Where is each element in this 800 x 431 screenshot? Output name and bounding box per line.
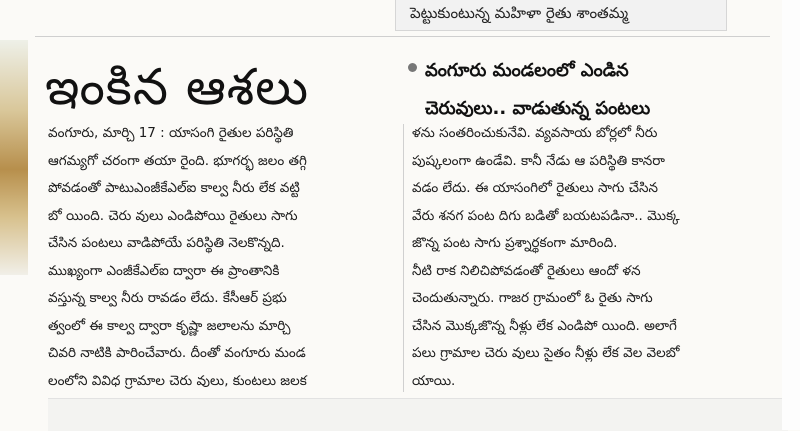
subheadline <box>425 52 755 128</box>
article-line: చివరి నాటికి పారించేవారు. దీంతో వంగూరు మండ <box>48 345 306 361</box>
article-line: వడం లేదు. ఈ యాసంగిలో రైతులు సాగు చేసిన <box>412 180 658 196</box>
article-line: చెందుతున్నారు. గాజర గ్రామంలో ఓ రైతు సాగు <box>412 290 653 306</box>
article-line: పుష్కలంగా ఉండేవి. కానీ నేడు ఆ పరిస్థితి కానరా <box>412 152 665 169</box>
article-line: త్వంలో ఈ కాల్వ ద్వారా కృష్ణా జలాలను మార్చి <box>48 317 291 334</box>
article-column-left <box>48 120 398 395</box>
photo-caption: పెట్టుకుంటున్న మహిళా రైతు శాంతమ్మ <box>410 4 629 22</box>
subheadline-line: వంగూరు మండలంలో ఎండిన <box>425 60 629 81</box>
page-margin <box>782 0 800 430</box>
next-article-edge <box>48 398 788 431</box>
article-line: పోవడంతో పాటుఎంజీకేఎల్ఐ కాల్వ నీరు లేక వట్టి <box>48 180 300 196</box>
article-line: యాయి. <box>412 372 456 389</box>
article-line: చేసిన మొక్కజొన్న నీళ్లు లేక ఎండిపో యింది. అలాగే <box>412 317 677 334</box>
article-line: లంలోని వివిధ గ్రామాల చెరు వులు, కుంటలు జలక <box>48 372 307 389</box>
article-line: చేసిన పంటలు వాడిపోయే పరిస్థితి నెలకొన్నది. <box>48 235 285 251</box>
subheadline-line: చెరువులు.. వాడుతున్న పంటలు <box>425 98 651 119</box>
article-line: పలు గ్రామాల చెరు వులు సైతం నీళ్లు లేక వెల వెలబో <box>412 345 680 361</box>
article-column-right <box>412 120 742 395</box>
headline: ఇంకిన ఆశలు <box>45 58 310 116</box>
article-line: ఆగమ్యగో చరంగా తయా రైంది. భూగర్భ జలం తగ్గి <box>48 152 307 169</box>
article-line: వస్తున్న కాల్వ నీరు రావడం లేదు. కేసీఆర్ ప్రభు <box>48 290 287 306</box>
article-line: జొన్న పంట సాగు ప్రశ్నార్థకంగా మారింది. <box>412 235 618 251</box>
article-line: వంగూరు, మార్చి 17 : యాసంగి రైతుల పరిస్థితి <box>48 125 294 141</box>
article-line: వేరు శనగ పంట దిగు బడితో బయటపడినా.. మొక్క <box>412 207 680 224</box>
article-line: బో యింది. చెరు వులు ఎండిపోయి రైతులు సాగు <box>48 207 298 224</box>
article-line: ళను సంతరించుకునేవి. వ్యవసాయ బోర్లలో నీరు <box>412 125 658 141</box>
bullet-icon <box>408 63 417 72</box>
column-divider <box>403 124 404 392</box>
article-line: నీటి రాక నిలిచిపోవడంతో రైతులు ఆందో ళన <box>412 262 641 279</box>
article-line: ముఖ్యంగా ఎంజీకేఎల్ఐ ద్వారా ఈ ప్రాంతానికి <box>48 262 280 279</box>
divider <box>35 36 770 37</box>
photo-edge <box>0 40 28 275</box>
